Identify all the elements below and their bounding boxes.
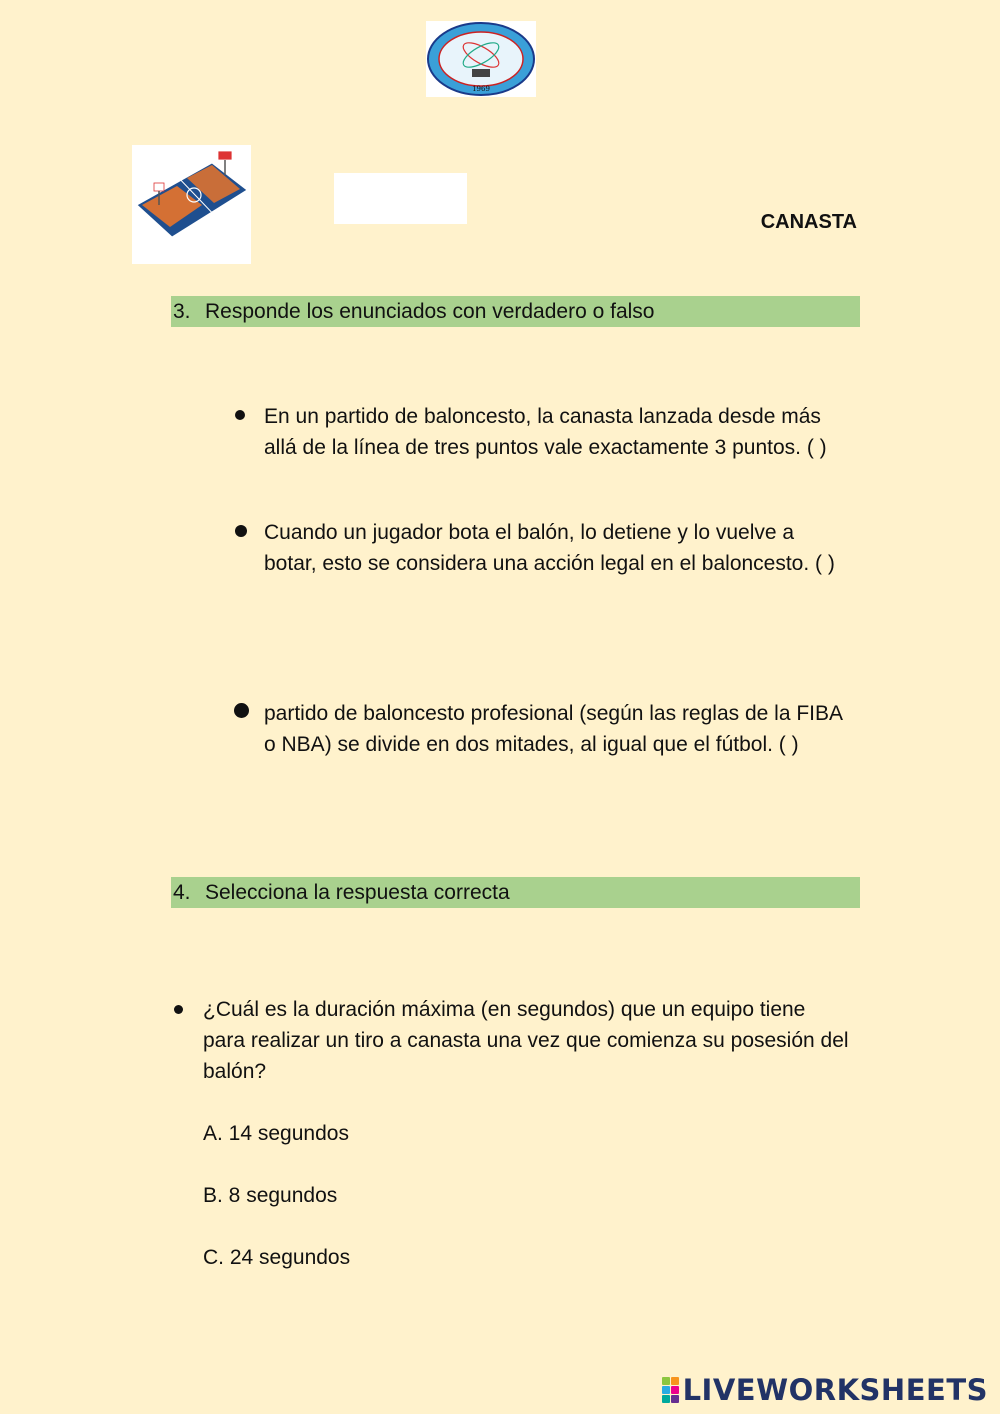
statement-line: Cuando un jugador bota el balón, lo detiene y lo vuelve a: [264, 521, 795, 544]
true-false-statement: [264, 517, 864, 579]
question-text: [203, 994, 873, 1087]
section-4-header: [171, 877, 860, 908]
section-3-header: [171, 296, 860, 327]
statement-line: botar, esto se considera una acción legal en el baloncesto. ( ): [264, 552, 835, 575]
question-line: ¿Cuál es la duración máxima (en segundos) que un equipo tiene: [203, 998, 806, 1021]
answer-box[interactable]: [334, 173, 467, 224]
bullet-icon: [235, 525, 247, 537]
section-number: 3.: [173, 299, 191, 323]
basketball-court-image: [132, 145, 251, 264]
section-number: 4.: [173, 880, 191, 904]
option-b[interactable]: B. 8 segundos: [203, 1184, 338, 1207]
bullet-icon: [234, 703, 249, 718]
brand-blocks-icon: [662, 1377, 679, 1403]
logo-year: 1969: [472, 85, 490, 93]
option-a[interactable]: A. 14 segundos: [203, 1122, 349, 1145]
brand-name: LIVEWORKSHEETS: [682, 1373, 988, 1407]
true-false-statement: [264, 401, 864, 463]
question-line: para realizar un tiro a canasta una vez que comienza su posesión del: [203, 1029, 849, 1052]
bullet-icon: [174, 1005, 183, 1014]
section-title: Selecciona la respuesta correcta: [205, 880, 510, 904]
page-title: CANASTA: [760, 211, 857, 233]
statement-line: En un partido de baloncesto, la canasta lanzada desde más: [264, 405, 821, 428]
section-title: Responde los enunciados con verdadero o falso: [205, 299, 655, 323]
university-logo: [426, 21, 536, 97]
true-false-statement: [264, 698, 874, 760]
question-line: balón?: [203, 1060, 267, 1083]
statement-line: o NBA) se divide en dos mitades, al igual que el fútbol. ( ): [264, 733, 799, 756]
statement-line: partido de baloncesto profesional (según las reglas de la FIBA: [264, 702, 844, 725]
statement-line: allá de la línea de tres puntos vale exactamente 3 puntos. ( ): [264, 436, 827, 459]
liveworksheets-logo: [662, 1374, 988, 1406]
option-c[interactable]: C. 24 segundos: [203, 1246, 351, 1269]
bullet-icon: [235, 410, 245, 420]
